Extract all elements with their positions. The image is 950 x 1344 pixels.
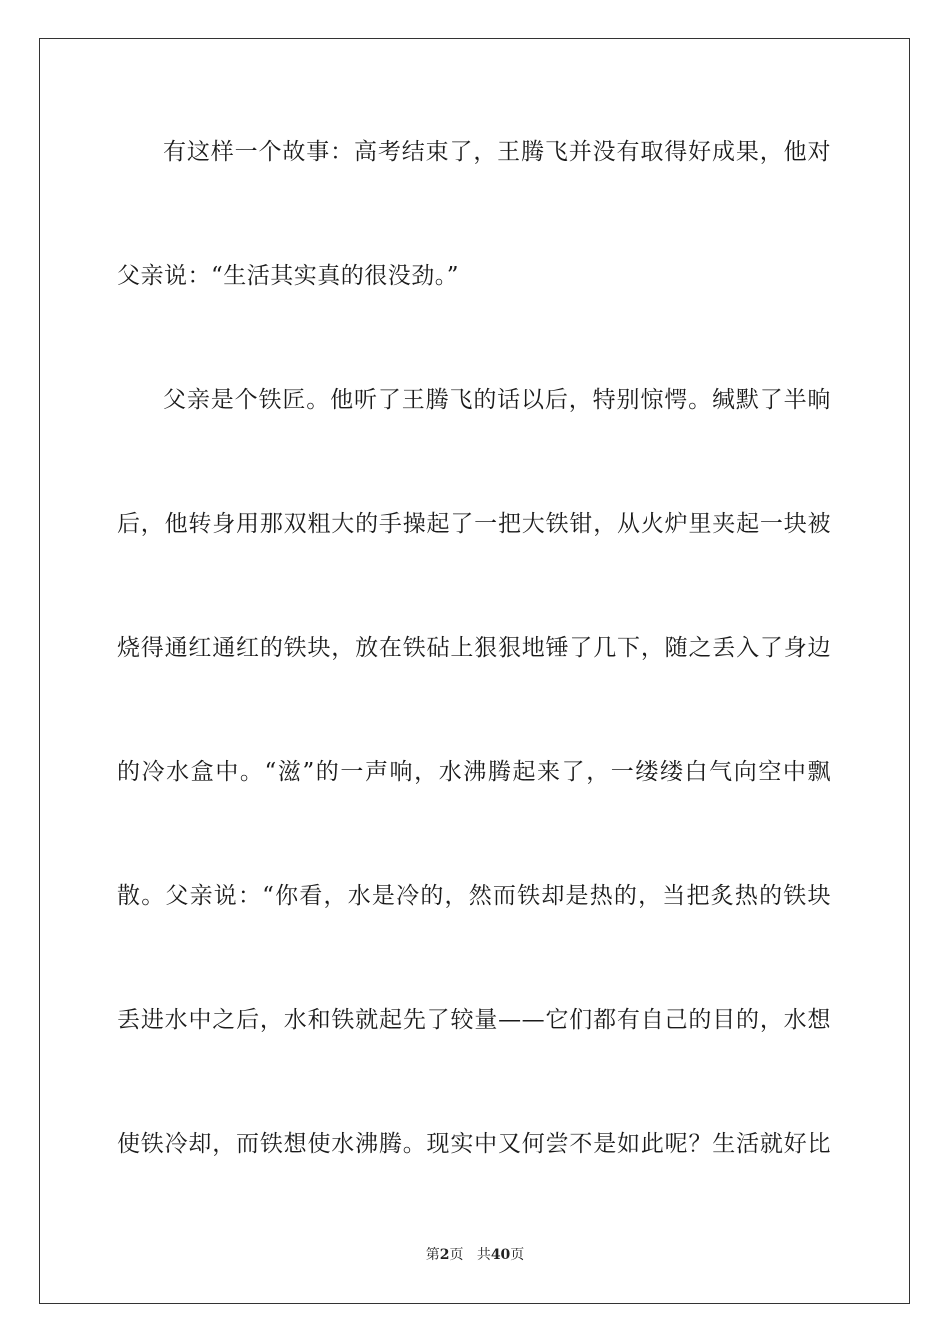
paragraph-1-line-2: 父亲说：“生活其实真的很没劲。” (117, 263, 460, 289)
page-number: 2 (439, 1247, 450, 1263)
total-label-prefix: 共 (476, 1247, 491, 1263)
total-label-suffix: 页 (510, 1247, 525, 1263)
page-label-suffix: 页 (449, 1247, 464, 1263)
total-pages: 40 (490, 1247, 511, 1263)
paragraph-2-line-1: 父亲是个铁匠。他听了王腾飞的话以后，特别惊愕。缄默了半晌 (163, 387, 831, 413)
paragraph-2-line-4: 的冷水盒中。“滋”的一声响，水沸腾起来了，一缕缕白气向空中飘 (117, 759, 831, 785)
paragraph-1-line-1: 有这样一个故事：高考结束了，王腾飞并没有取得好成果，他对 (163, 139, 831, 165)
page-border (39, 38, 910, 1304)
page-footer (0, 1246, 950, 1264)
paragraph-2-line-7: 使铁冷却，而铁想使水沸腾。现实中又何尝不是如此呢？生活就好比 (117, 1131, 831, 1157)
paragraph-2-line-6: 丢进水中之后，水和铁就起先了较量——它们都有自己的目的，水想 (117, 1007, 831, 1033)
paragraph-2-line-2: 后，他转身用那双粗大的手操起了一把大铁钳，从火炉里夹起一块被 (117, 511, 831, 537)
paragraph-2-line-3: 烧得通红通红的铁块，放在铁砧上狠狠地锤了几下，随之丢入了身边 (117, 635, 831, 661)
page-label-prefix: 第 (425, 1247, 440, 1263)
paragraph-2-line-5: 散。父亲说：“你看，水是冷的，然而铁却是热的，当把炙热的铁块 (117, 883, 831, 909)
